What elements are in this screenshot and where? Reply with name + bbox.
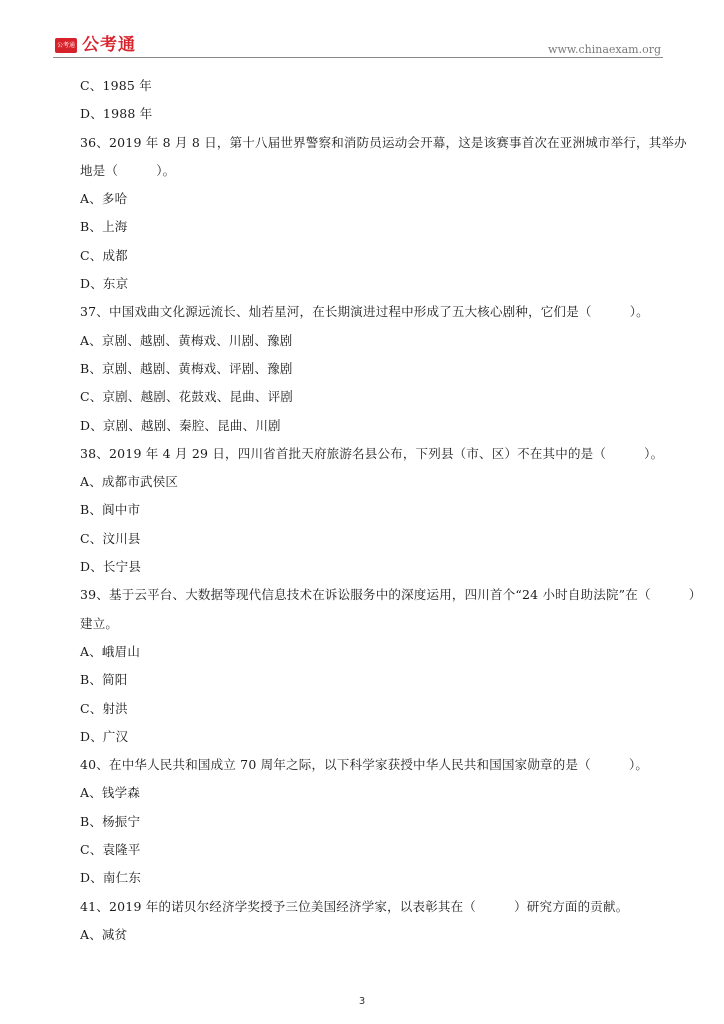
option-line: B、京剧、越剧、黄梅戏、评剧、豫剧 xyxy=(80,360,293,376)
option-line: A、成都市武侯区 xyxy=(80,474,179,490)
option-line: D、长宁县 xyxy=(80,559,142,575)
logo-text: 公考通 xyxy=(82,35,136,55)
page-number: 3 xyxy=(358,996,366,1007)
question-line: 41、2019 年的诺贝尔经济学奖授予三位美国经济学家，以表彰其在（ ）研究方面的贡献。 xyxy=(80,898,629,914)
question-line: 36、2019 年 8 月 8 日，第十八届世界警察和消防员运动会开幕，这是该赛事首次在亚洲城市举行，其举办 xyxy=(80,134,687,150)
option-line: D、广汉 xyxy=(80,728,129,744)
option-line: C、京剧、越剧、花鼓戏、昆曲、评剧 xyxy=(80,389,293,405)
option-line: B、上海 xyxy=(80,219,128,235)
question-line: 建立。 xyxy=(80,615,119,631)
option-line: A、减贫 xyxy=(80,926,128,942)
option-line: A、峨眉山 xyxy=(80,643,141,659)
brand-logo xyxy=(55,37,136,54)
logo-badge-icon: 公考通 xyxy=(55,38,77,53)
question-line: 40、在中华人民共和国成立 70 周年之际，以下科学家获授中华人民共和国国家勋章的是（ ）。 xyxy=(80,757,649,773)
option-line: C、袁隆平 xyxy=(80,842,141,858)
page-header xyxy=(53,31,663,58)
option-line: C、汶川县 xyxy=(80,530,141,546)
question-line: 38、2019 年 4 月 29 日，四川省首批天府旅游名县公布，下列县（市、区）不在其中的是（ ）。 xyxy=(80,445,664,461)
site-url: www.chinaexam.org xyxy=(548,43,661,56)
option-line: A、钱学森 xyxy=(80,785,141,801)
option-line: D、京剧、越剧、秦腔、昆曲、川剧 xyxy=(80,417,281,433)
option-line: D、1988 年 xyxy=(80,106,153,122)
option-line: C、射洪 xyxy=(80,700,128,716)
question-content xyxy=(80,76,702,953)
option-line: B、简阳 xyxy=(80,672,128,688)
option-line: B、阆中市 xyxy=(80,502,141,518)
option-line: B、杨振宁 xyxy=(80,813,141,829)
option-line: A、多哈 xyxy=(80,191,128,207)
question-line: 39、基于云平台、大数据等现代信息技术在诉讼服务中的深度运用，四川首个“24 小时自助法院”在（ ） xyxy=(80,587,702,603)
question-line: 37、中国戏曲文化源远流长、灿若星河，在长期演进过程中形成了五大核心剧种，它们是（ ）。 xyxy=(80,304,649,320)
option-line: C、1985 年 xyxy=(80,78,152,93)
option-line: A、京剧、越剧、黄梅戏、川剧、豫剧 xyxy=(80,332,293,348)
option-line: D、南仁东 xyxy=(80,870,142,886)
question-line: 地是（ ）。 xyxy=(80,162,176,178)
option-line: D、东京 xyxy=(80,276,129,292)
option-line: C、成都 xyxy=(80,247,128,263)
